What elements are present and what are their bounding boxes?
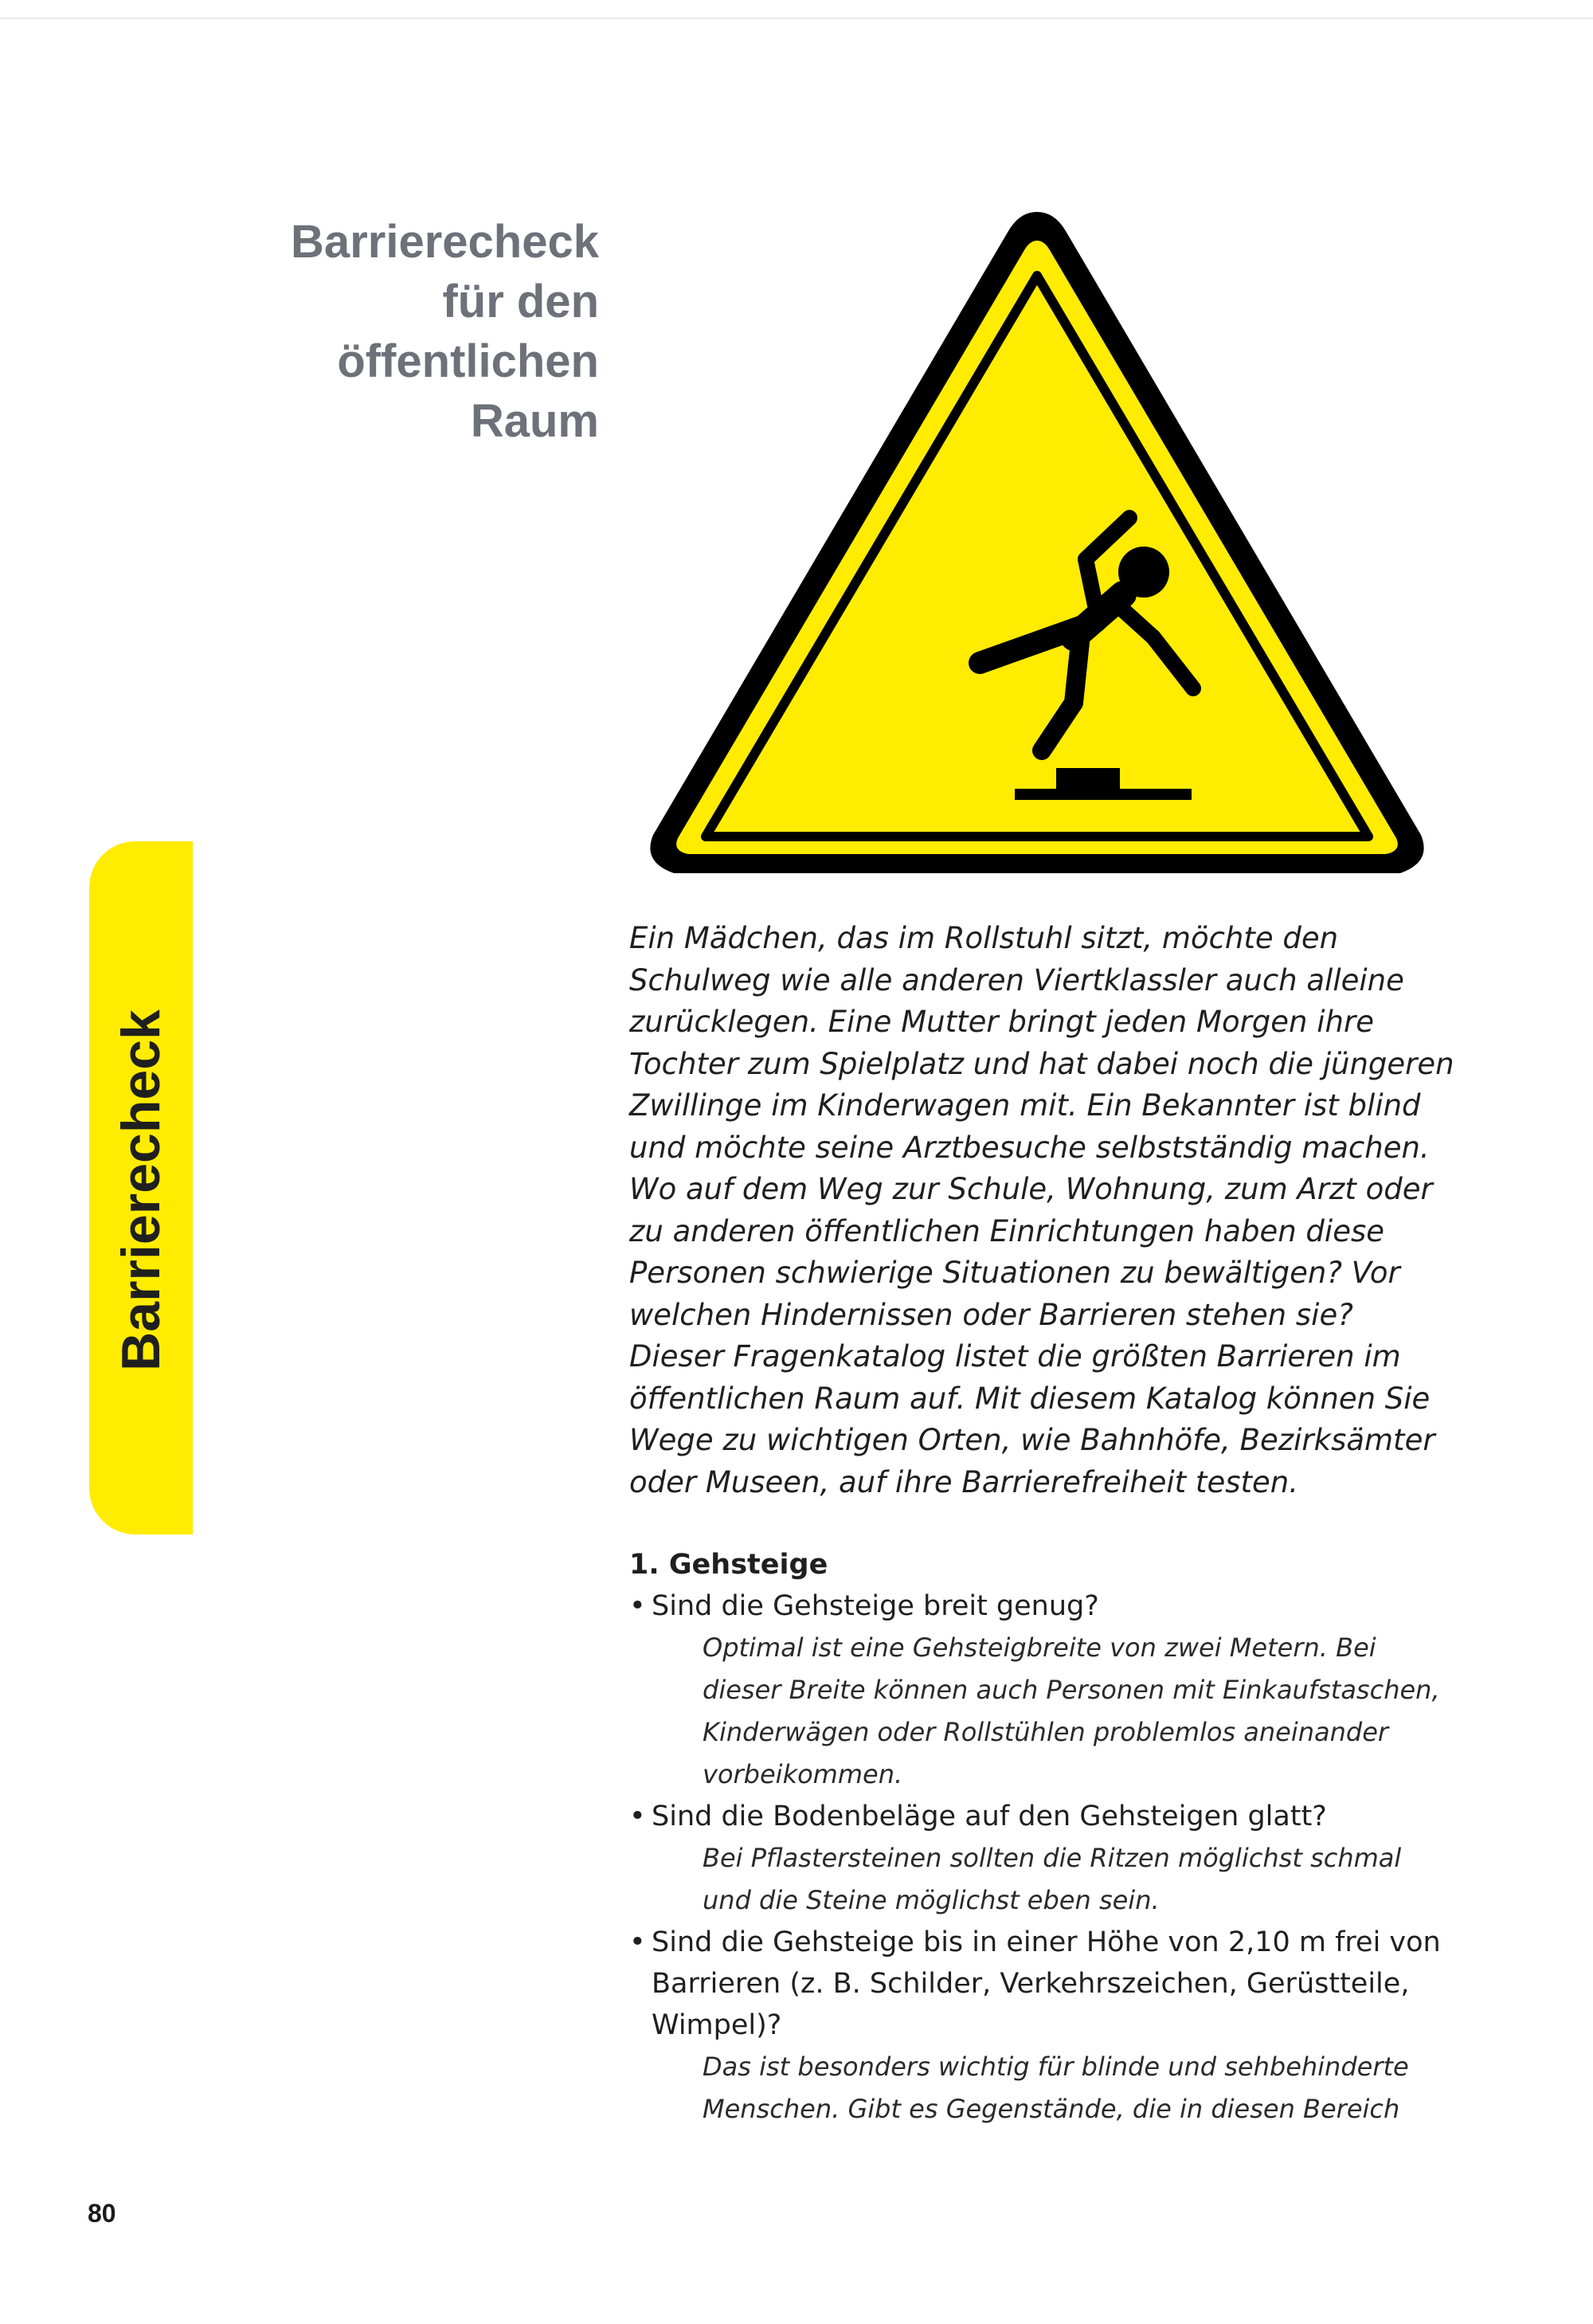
checklist-note: Optimal ist eine Gehsteigbreite von zwei Metern. Bei dieser Breite können auch Personen mit Einkaufstaschen, Kinderwägen oder Rollstühlen problemlos aneinander vorbeikommen. xyxy=(703,1632,1440,1789)
bullet-icon: • xyxy=(629,1590,646,1622)
checklist-question: Sind die Gehsteige bis in einer Höhe von 2,10 m frei von Barrieren (z. B. Schilder, Verkehrszeichen, Gerüstteile, Wimpel)? xyxy=(652,1926,1441,2041)
checklist-question: Sind die Gehsteige breit genug? xyxy=(652,1590,1099,1622)
checklist-item xyxy=(629,1922,1458,2130)
checklist-item xyxy=(629,1796,1458,1922)
title-line-1: Barrierecheck xyxy=(291,216,599,268)
checklist-note: Bei Pflastersteinen sollten die Ritzen möglichst schmal und die Steine möglichst eben sein. xyxy=(703,1843,1402,1915)
intro-text xyxy=(629,918,1458,1503)
top-rule xyxy=(0,18,1593,19)
side-tab-label: Barrierecheck xyxy=(111,1009,171,1371)
page-title xyxy=(121,212,599,451)
checklist-note: Das ist besonders wichtig für blinde und sehbehinderte Menschen. Gibt es Gegenstände, die in diesen Bereich xyxy=(703,2052,1409,2124)
title-line-2: für den xyxy=(442,276,599,327)
bullet-icon: • xyxy=(629,1926,646,1958)
checklist-question: Sind die Bodenbeläge auf den Gehsteigen glatt? xyxy=(652,1801,1327,1832)
slip-trip-hazard-icon xyxy=(644,201,1431,897)
checklist-item xyxy=(629,1585,1458,1796)
page-number: 80 xyxy=(88,2199,116,2228)
bullet-icon: • xyxy=(629,1801,646,1832)
title-line-3: öffentlichen xyxy=(337,335,599,387)
title-line-4: Raum xyxy=(470,395,599,447)
intro-paragraph: Wo auf dem Weg zur Schule, Wohnung, zum Arzt oder zu anderen öffentlichen Einrichtungen haben diese Personen schwierige Situationen zu bewältigen? Vor welchen Hindernissen oder Barrieren stehen sie? xyxy=(629,1172,1433,1332)
section-heading: 1. Gehsteige xyxy=(629,1549,828,1581)
warning-triangle-fill xyxy=(676,241,1398,854)
intro-paragraph: Ein Mädchen, das im Rollstuhl sitzt, möchte den Schulweg wie alle anderen Viertklassler auch alleine zurücklegen. Eine Mutter bringt jeden Morgen ihre Tochter zum Spielplatz und hat dabei noch die jüngeren Zwillinge im Kinderwagen mit. Ein Bekannter ist blind und möchte seine Arztbesuche selbstständig machen. xyxy=(629,921,1454,1165)
checklist-section xyxy=(629,1544,1458,2130)
intro-paragraph: Dieser Fragenkatalog listet die größten Barrieren im öffentlichen Raum auf. Mit diesem Katalog können Sie Wege zu wichtigen Orten, wie Bahnhöfe, Bezirksämter oder Museen, auf ihre Barrierefreiheit testen. xyxy=(629,1339,1435,1499)
